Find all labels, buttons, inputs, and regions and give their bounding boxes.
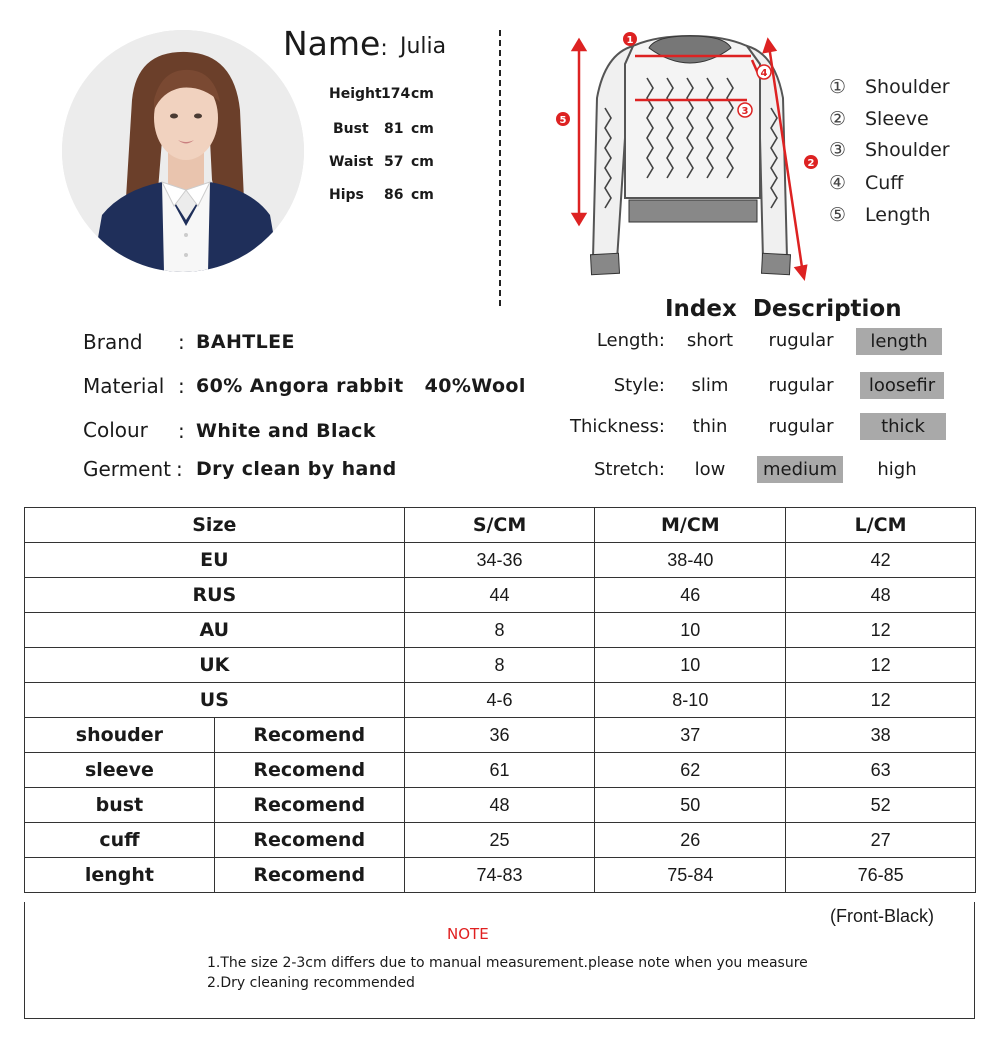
waist-label: Waist — [329, 154, 374, 170]
legend-label: Shoulder — [865, 76, 950, 98]
table-cell: 8 — [404, 613, 595, 648]
table-cell: 74-83 — [404, 858, 595, 893]
colour-value: White and Black — [196, 420, 376, 442]
table-row — [25, 683, 976, 718]
germent-label: Germent — [83, 457, 171, 481]
table-cell: 36 — [404, 718, 595, 753]
region-label: AU — [25, 613, 405, 648]
table-cell: 27 — [786, 823, 976, 858]
table-cell: 52 — [786, 788, 976, 823]
table-cell: 25 — [404, 823, 595, 858]
length-label: Length: — [596, 330, 665, 351]
table-cell: 42 — [786, 543, 976, 578]
note-line-2: 2.Dry cleaning recommended — [207, 975, 415, 991]
table-cell: 46 — [595, 578, 786, 613]
height-label: Height — [329, 86, 382, 102]
hips-unit: cm — [411, 187, 434, 203]
recommend-label: Recomend — [214, 718, 404, 753]
measure-label: cuff — [25, 823, 215, 858]
region-label: US — [25, 683, 405, 718]
measure-label: sleeve — [25, 753, 215, 788]
stretch-label: Stretch: — [594, 459, 665, 480]
table-cell: 37 — [595, 718, 786, 753]
legend-label: Length — [865, 204, 931, 226]
table-cell: 75-84 — [595, 858, 786, 893]
table-row — [25, 543, 976, 578]
legend-num: ⑤ — [829, 204, 847, 226]
table-cell: 38-40 — [595, 543, 786, 578]
brand-value: BAHTLEE — [196, 331, 295, 353]
recommend-label: Recomend — [214, 858, 404, 893]
legend-item-4 — [829, 172, 903, 194]
bust-unit: cm — [411, 121, 434, 137]
legend-num: ② — [829, 108, 847, 130]
table-row — [25, 753, 976, 788]
table-cell: 12 — [786, 648, 976, 683]
diagram-marker-2: 2 — [807, 158, 815, 169]
front-color-note: (Front-Black) — [830, 906, 935, 926]
table-header-row — [25, 508, 976, 543]
thickness-option-thick: thick — [860, 413, 946, 440]
measure-label: bust — [25, 788, 215, 823]
measure-label: shouder — [25, 718, 215, 753]
thickness-option-thin: thin — [692, 416, 728, 437]
region-label: EU — [25, 543, 405, 578]
legend-item-2 — [829, 108, 929, 130]
table-cell: 48 — [404, 788, 595, 823]
diagram-marker-1: 1 — [626, 35, 634, 46]
size-table — [24, 507, 976, 893]
bust-label: Bust — [333, 121, 369, 137]
table-cell: 12 — [786, 613, 976, 648]
colour-label: Colour — [83, 418, 148, 442]
material-value: 60% Angora rabbit 40%Wool — [196, 375, 526, 397]
length-option-rugular: rugular — [768, 330, 834, 351]
header-size: Size — [25, 508, 405, 543]
table-row — [25, 718, 976, 753]
style-label: Style: — [613, 375, 665, 396]
diagram-marker-3: 3 — [741, 106, 749, 117]
germent-value: Dry clean by hand — [196, 458, 397, 480]
header-l: L/CM — [786, 508, 976, 543]
region-label: UK — [25, 648, 405, 683]
hips-value: 86 — [384, 187, 404, 203]
table-row — [25, 858, 976, 893]
table-row — [25, 578, 976, 613]
length-option-length: length — [856, 328, 942, 355]
index-title: Index Description — [665, 296, 902, 322]
table-cell: 38 — [786, 718, 976, 753]
style-option-slim: slim — [691, 375, 729, 396]
table-cell: 8-10 — [595, 683, 786, 718]
table-cell: 44 — [404, 578, 595, 613]
material-label: Material — [83, 374, 165, 398]
table-cell: 63 — [786, 753, 976, 788]
legend-num: ① — [829, 76, 847, 98]
style-option-loosefir: loosefir — [860, 372, 944, 399]
brand-label: Brand — [83, 330, 143, 354]
name-label: Name: — [283, 24, 388, 63]
legend-label: Shoulder — [865, 139, 950, 161]
length-option-short: short — [686, 330, 734, 351]
measure-label: lenght — [25, 858, 215, 893]
height-unit: cm — [411, 86, 434, 102]
legend-label: Sleeve — [865, 108, 929, 130]
waist-value: 57 — [384, 154, 404, 170]
style-option-rugular: rugular — [768, 375, 834, 396]
diagram-marker-4: 4 — [760, 68, 768, 79]
stretch-option-low: low — [694, 459, 726, 480]
stretch-option-high: high — [877, 459, 917, 480]
table-cell: 8 — [404, 648, 595, 683]
germent-sep: : — [176, 457, 183, 481]
thickness-label: Thickness: — [569, 416, 665, 437]
recommend-label: Recomend — [214, 753, 404, 788]
model-photo — [62, 30, 304, 272]
table-cell: 34-36 — [404, 543, 595, 578]
table-cell: 48 — [786, 578, 976, 613]
table-cell: 12 — [786, 683, 976, 718]
legend-num: ④ — [829, 172, 847, 194]
brand-sep: : — [178, 330, 185, 354]
thickness-option-rugular: rugular — [768, 416, 834, 437]
table-cell: 62 — [595, 753, 786, 788]
table-cell: 61 — [404, 753, 595, 788]
model-name: Julia — [400, 34, 447, 59]
stretch-option-medium: medium — [757, 456, 843, 483]
table-row — [25, 823, 976, 858]
material-sep: : — [178, 374, 185, 398]
table-cell: 50 — [595, 788, 786, 823]
table-row — [25, 613, 976, 648]
table-cell: 4-6 — [404, 683, 595, 718]
table-row — [25, 648, 976, 683]
legend-label: Cuff — [865, 172, 904, 194]
table-cell: 76-85 — [786, 858, 976, 893]
recommend-label: Recomend — [214, 823, 404, 858]
table-cell: 10 — [595, 613, 786, 648]
header-m: M/CM — [595, 508, 786, 543]
dashed-divider — [499, 30, 501, 306]
legend-item-5 — [829, 204, 931, 226]
legend-item-1 — [829, 76, 950, 98]
waist-unit: cm — [411, 154, 434, 170]
region-label: RUS — [25, 578, 405, 613]
height-value: 174 — [381, 86, 411, 102]
legend-item-3 — [829, 139, 950, 161]
header-s: S/CM — [404, 508, 595, 543]
table-cell: 26 — [595, 823, 786, 858]
table-row — [25, 788, 976, 823]
legend-num: ③ — [829, 139, 847, 161]
colour-sep: : — [178, 419, 185, 443]
recommend-label: Recomend — [214, 788, 404, 823]
sweater-diagram — [555, 28, 825, 290]
hips-label: Hips — [329, 187, 364, 203]
table-cell: 10 — [595, 648, 786, 683]
bust-value: 81 — [384, 121, 404, 137]
diagram-marker-5: 5 — [559, 115, 567, 126]
note-line-1: 1.The size 2-3cm differs due to manual measurement.please note when you measure — [207, 955, 808, 971]
note-title: NOTE — [447, 925, 489, 943]
